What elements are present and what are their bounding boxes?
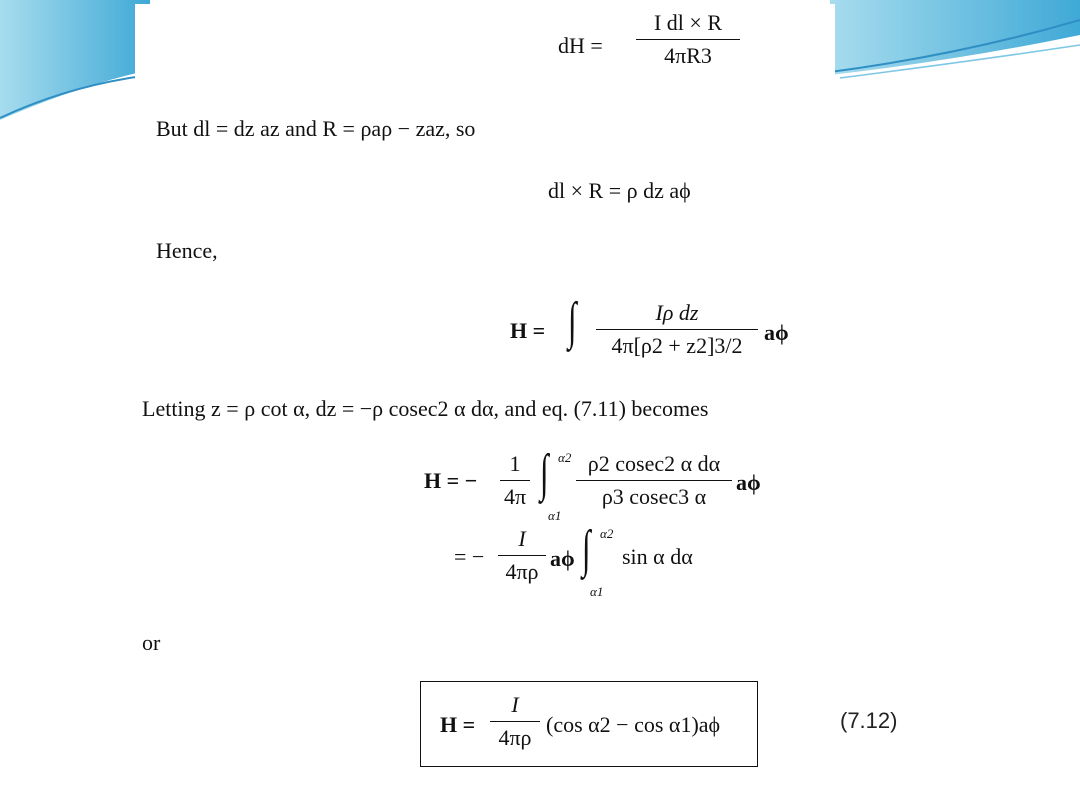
upper-limit: α2 [558,450,572,465]
or-label: or [142,630,161,655]
cross-product: dl × R = ρ dz aϕ [548,178,691,203]
H-integral-vector: aϕ [764,320,789,345]
H-integral-denominator: 4π[ρ2 + z2]3/2 [611,333,743,358]
H-simplified-coef-num: I [518,526,526,551]
dH-lhs: dH = [558,33,603,58]
result-expression: (cos α2 − cos α1)aϕ [546,712,721,737]
H-simplified-coef [498,528,546,583]
equation-number: (7.12) [840,708,898,733]
result-coef-den: 4πρ [498,725,532,750]
H-substituted-vector: aϕ [736,470,761,495]
hence-label: Hence, [156,238,218,263]
H-substituted-numerator: ρ2 cosec2 α dα [587,451,721,476]
H-substituted-denominator: ρ3 cosec3 α [601,484,707,509]
H-simplified-lhs: = − [454,544,485,569]
upper-limit-2: α2 [600,526,614,541]
lower-limit-2: α1 [590,584,604,599]
result-coef-num: I [511,692,519,717]
dH-denominator: 4πR3 [664,43,712,68]
H-substituted-coef [500,453,530,508]
integral-sign: ∫ [568,293,577,350]
H-simplified-integrand: sin α dα [622,544,693,569]
H-substituted-coef-den: 4π [503,484,527,509]
H-integral-lhs: H = [510,318,546,343]
dH-numerator: I dl × R [653,10,723,35]
but-line: But dl = dz az and R = ρaρ − zaz, so [156,116,476,141]
H-substituted-fraction [576,453,732,508]
H-simplified-coef-den: 4πρ [505,559,539,584]
integral-sign-3: ∫ [582,521,591,578]
result-lhs: H = [440,712,476,737]
dH-fraction [636,12,740,67]
H-substituted-coef-num: 1 [509,451,521,476]
integral-sign-2: ∫ [540,445,549,502]
letting-line: Letting z = ρ cot α, dz = −ρ cosec2 α dα, and eq. (7.11) becomes [142,396,709,421]
result-coef [490,694,540,749]
H-integral-numerator: Iρ dz [655,300,699,325]
H-integral-fraction [596,302,758,357]
lower-limit: α1 [548,508,562,523]
H-simplified-vector: aϕ [550,546,575,571]
H-substituted-lhs: H = − [424,468,478,493]
